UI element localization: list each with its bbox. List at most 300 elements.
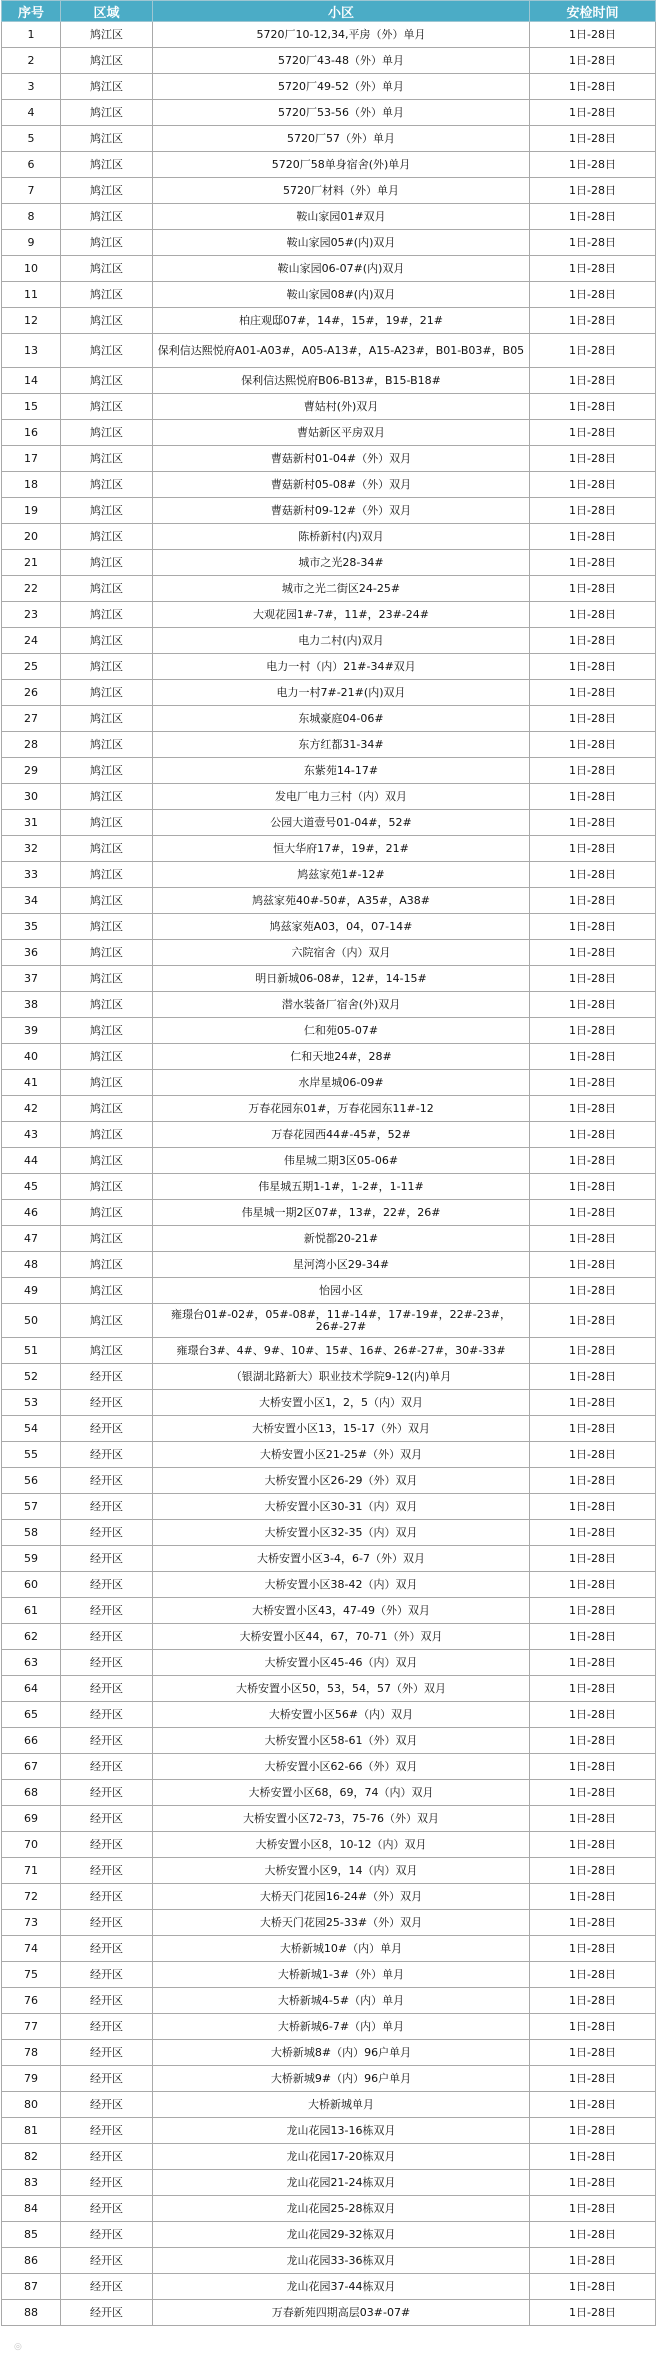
community-cell: 龙山花园21-24栋双月 xyxy=(153,2170,530,2196)
district-cell: 经开区 xyxy=(61,1546,153,1572)
row-index: 30 xyxy=(2,784,61,810)
row-index: 18 xyxy=(2,472,61,498)
row-index: 71 xyxy=(2,1858,61,1884)
inspection-time-cell: 1日-28日 xyxy=(530,1884,656,1910)
row-index: 38 xyxy=(2,992,61,1018)
inspection-time-cell: 1日-28日 xyxy=(530,1226,656,1252)
district-cell: 鸠江区 xyxy=(61,498,153,524)
row-index: 75 xyxy=(2,1962,61,1988)
table-row xyxy=(2,1728,656,1754)
row-index: 54 xyxy=(2,1416,61,1442)
inspection-time-cell: 1日-28日 xyxy=(530,2300,656,2326)
table-row xyxy=(2,48,656,74)
inspection-time-cell: 1日-28日 xyxy=(530,992,656,1018)
district-cell: 经开区 xyxy=(61,1702,153,1728)
row-index: 59 xyxy=(2,1546,61,1572)
row-index: 3 xyxy=(2,74,61,100)
inspection-time-cell: 1日-28日 xyxy=(530,204,656,230)
row-index: 4 xyxy=(2,100,61,126)
table-row xyxy=(2,178,656,204)
community-cell: 保利信达熙悦府A01-A03#，A05-A13#，A15-A23#，B01-B03#，B05 xyxy=(153,334,530,368)
inspection-time-cell: 1日-28日 xyxy=(530,282,656,308)
inspection-time-cell: 1日-28日 xyxy=(530,654,656,680)
community-cell: 鞍山家园05#(内)双月 xyxy=(153,230,530,256)
community-cell: 仁和天地24#，28# xyxy=(153,1044,530,1070)
table-row xyxy=(2,1148,656,1174)
row-index: 87 xyxy=(2,2274,61,2300)
row-index: 45 xyxy=(2,1174,61,1200)
community-cell: 大桥新城8#（内）96户单月 xyxy=(153,2040,530,2066)
table-row xyxy=(2,992,656,1018)
district-cell: 鸠江区 xyxy=(61,48,153,74)
district-cell: 经开区 xyxy=(61,2066,153,2092)
row-index: 1 xyxy=(2,22,61,48)
table-row xyxy=(2,420,656,446)
community-cell: 鸠兹家苑1#-12# xyxy=(153,862,530,888)
table-row xyxy=(2,1858,656,1884)
table-row xyxy=(2,2222,656,2248)
table-row xyxy=(2,1546,656,1572)
community-cell: 曹菇新村05-08#（外）双月 xyxy=(153,472,530,498)
inspection-time-cell: 1日-28日 xyxy=(530,1044,656,1070)
row-index: 77 xyxy=(2,2014,61,2040)
inspection-time-cell: 1日-28日 xyxy=(530,602,656,628)
row-index: 23 xyxy=(2,602,61,628)
district-cell: 鸠江区 xyxy=(61,178,153,204)
district-cell: 鸠江区 xyxy=(61,368,153,394)
inspection-time-cell: 1日-28日 xyxy=(530,1070,656,1096)
district-cell: 鸠江区 xyxy=(61,1252,153,1278)
table-row xyxy=(2,1806,656,1832)
community-cell: 龙山花园37-44栋双月 xyxy=(153,2274,530,2300)
inspection-time-cell: 1日-28日 xyxy=(530,472,656,498)
inspection-time-cell: 1日-28日 xyxy=(530,1304,656,1338)
community-cell: 恒大华府17#，19#，21# xyxy=(153,836,530,862)
community-cell: 潜水装备厂宿舍(外)双月 xyxy=(153,992,530,1018)
row-index: 5 xyxy=(2,126,61,152)
table-row xyxy=(2,1278,656,1304)
community-cell: 怡园小区 xyxy=(153,1278,530,1304)
district-cell: 经开区 xyxy=(61,1572,153,1598)
inspection-time-cell: 1日-28日 xyxy=(530,966,656,992)
community-cell: 城市之光二街区24-25# xyxy=(153,576,530,602)
community-cell: 大桥安置小区72-73，75-76（外）双月 xyxy=(153,1806,530,1832)
district-cell: 鸠江区 xyxy=(61,758,153,784)
community-cell: 仁和苑05-07# xyxy=(153,1018,530,1044)
table-row xyxy=(2,888,656,914)
inspection-time-cell: 1日-28日 xyxy=(530,498,656,524)
table-row xyxy=(2,282,656,308)
district-cell: 经开区 xyxy=(61,2014,153,2040)
district-cell: 鸠江区 xyxy=(61,524,153,550)
row-index: 37 xyxy=(2,966,61,992)
table-row xyxy=(2,550,656,576)
district-cell: 经开区 xyxy=(61,1364,153,1390)
inspection-time-cell: 1日-28日 xyxy=(530,1650,656,1676)
district-cell: 经开区 xyxy=(61,1442,153,1468)
district-cell: 鸠江区 xyxy=(61,576,153,602)
row-index: 21 xyxy=(2,550,61,576)
community-cell: 大桥新城6-7#（内）单月 xyxy=(153,2014,530,2040)
district-cell: 经开区 xyxy=(61,1832,153,1858)
table-row xyxy=(2,732,656,758)
community-cell: 大桥安置小区13，15-17（外）双月 xyxy=(153,1416,530,1442)
table-row xyxy=(2,1174,656,1200)
inspection-time-cell: 1日-28日 xyxy=(530,680,656,706)
inspection-schedule-table xyxy=(1,0,656,2326)
district-cell: 经开区 xyxy=(61,1806,153,1832)
row-index: 67 xyxy=(2,1754,61,1780)
table-row xyxy=(2,74,656,100)
community-cell: 大桥新城4-5#（内）单月 xyxy=(153,1988,530,2014)
row-index: 49 xyxy=(2,1278,61,1304)
row-index: 47 xyxy=(2,1226,61,1252)
row-index: 8 xyxy=(2,204,61,230)
inspection-time-cell: 1日-28日 xyxy=(530,2144,656,2170)
table-row xyxy=(2,784,656,810)
district-cell: 鸠江区 xyxy=(61,126,153,152)
inspection-time-cell: 1日-28日 xyxy=(530,1910,656,1936)
table-row xyxy=(2,1754,656,1780)
district-cell: 经开区 xyxy=(61,1884,153,1910)
row-index: 7 xyxy=(2,178,61,204)
row-index: 16 xyxy=(2,420,61,446)
table-row xyxy=(2,1884,656,1910)
district-cell: 鸠江区 xyxy=(61,152,153,178)
community-cell: 大桥天门花园16-24#（外）双月 xyxy=(153,1884,530,1910)
district-cell: 经开区 xyxy=(61,1676,153,1702)
table-row xyxy=(2,810,656,836)
inspection-time-cell: 1日-28日 xyxy=(530,1806,656,1832)
district-cell: 鸠江区 xyxy=(61,1070,153,1096)
table-row xyxy=(2,1304,656,1338)
table-row xyxy=(2,602,656,628)
table-row xyxy=(2,2118,656,2144)
row-index: 82 xyxy=(2,2144,61,2170)
community-cell: 伟星城二期3区05-06# xyxy=(153,1148,530,1174)
table-row xyxy=(2,498,656,524)
table-row xyxy=(2,940,656,966)
row-index: 57 xyxy=(2,1494,61,1520)
table-row xyxy=(2,758,656,784)
community-cell: 龙山花园25-28栋双月 xyxy=(153,2196,530,2222)
community-cell: 新悦都20-21# xyxy=(153,1226,530,1252)
community-cell: 大桥新城1-3#（外）单月 xyxy=(153,1962,530,1988)
community-cell: 大桥安置小区21-25#（外）双月 xyxy=(153,1442,530,1468)
inspection-time-cell: 1日-28日 xyxy=(530,1494,656,1520)
inspection-time-cell: 1日-28日 xyxy=(530,100,656,126)
row-index: 20 xyxy=(2,524,61,550)
table-row xyxy=(2,2248,656,2274)
community-cell: 龙山花园13-16栋双月 xyxy=(153,2118,530,2144)
row-index: 40 xyxy=(2,1044,61,1070)
inspection-time-cell: 1日-28日 xyxy=(530,2196,656,2222)
row-index: 15 xyxy=(2,394,61,420)
table-row xyxy=(2,256,656,282)
district-cell: 经开区 xyxy=(61,1858,153,1884)
district-cell: 鸠江区 xyxy=(61,446,153,472)
table-row xyxy=(2,1200,656,1226)
district-cell: 经开区 xyxy=(61,1780,153,1806)
district-cell: 鸠江区 xyxy=(61,602,153,628)
inspection-time-cell: 1日-28日 xyxy=(530,576,656,602)
table-row xyxy=(2,152,656,178)
community-cell: 柏庄观邸07#，14#，15#，19#，21# xyxy=(153,308,530,334)
community-cell: 大桥安置小区1，2，5（内）双月 xyxy=(153,1390,530,1416)
table-body xyxy=(2,22,656,2326)
district-cell: 经开区 xyxy=(61,1416,153,1442)
row-index: 86 xyxy=(2,2248,61,2274)
district-cell: 鸠江区 xyxy=(61,1200,153,1226)
row-index: 43 xyxy=(2,1122,61,1148)
inspection-time-cell: 1日-28日 xyxy=(530,1728,656,1754)
community-cell: 陈桥新村(内)双月 xyxy=(153,524,530,550)
table-row xyxy=(2,204,656,230)
row-index: 80 xyxy=(2,2092,61,2118)
district-cell: 鸠江区 xyxy=(61,550,153,576)
inspection-time-cell: 1日-28日 xyxy=(530,368,656,394)
community-cell: 曹姑新区平房双月 xyxy=(153,420,530,446)
inspection-time-cell: 1日-28日 xyxy=(530,810,656,836)
header-index: 序号 xyxy=(2,1,61,22)
table-row xyxy=(2,1122,656,1148)
inspection-time-cell: 1日-28日 xyxy=(530,836,656,862)
table-row xyxy=(2,1988,656,2014)
inspection-time-cell: 1日-28日 xyxy=(530,2248,656,2274)
table-row xyxy=(2,1910,656,1936)
table-row xyxy=(2,472,656,498)
inspection-time-cell: 1日-28日 xyxy=(530,1018,656,1044)
row-index: 12 xyxy=(2,308,61,334)
inspection-time-cell: 1日-28日 xyxy=(530,394,656,420)
district-cell: 经开区 xyxy=(61,1936,153,1962)
community-cell: 鞍山家园08#(内)双月 xyxy=(153,282,530,308)
table-row xyxy=(2,862,656,888)
inspection-time-cell: 1日-28日 xyxy=(530,152,656,178)
community-cell: 大桥新城10#（内）单月 xyxy=(153,1936,530,1962)
community-cell: 大桥安置小区32-35（内）双月 xyxy=(153,1520,530,1546)
community-cell: （银湖北路新大）职业技术学院9-12(内)单月 xyxy=(153,1364,530,1390)
row-index: 85 xyxy=(2,2222,61,2248)
community-cell: 鞍山家园06-07#(内)双月 xyxy=(153,256,530,282)
inspection-time-cell: 1日-28日 xyxy=(530,1174,656,1200)
row-index: 65 xyxy=(2,1702,61,1728)
inspection-time-cell: 1日-28日 xyxy=(530,524,656,550)
row-index: 79 xyxy=(2,2066,61,2092)
table-row xyxy=(2,1676,656,1702)
inspection-time-cell: 1日-28日 xyxy=(530,1546,656,1572)
district-cell: 经开区 xyxy=(61,1494,153,1520)
row-index: 64 xyxy=(2,1676,61,1702)
community-cell: 星河湾小区29-34# xyxy=(153,1252,530,1278)
district-cell: 鸠江区 xyxy=(61,1018,153,1044)
header-inspection-time: 安检时间 xyxy=(530,1,656,22)
district-cell: 鸠江区 xyxy=(61,888,153,914)
table-row xyxy=(2,2014,656,2040)
inspection-time-cell: 1日-28日 xyxy=(530,706,656,732)
inspection-time-cell: 1日-28日 xyxy=(530,1936,656,1962)
table-row xyxy=(2,1096,656,1122)
table-row xyxy=(2,1494,656,1520)
inspection-time-cell: 1日-28日 xyxy=(530,1702,656,1728)
inspection-time-cell: 1日-28日 xyxy=(530,1858,656,1884)
district-cell: 经开区 xyxy=(61,1962,153,1988)
table-row xyxy=(2,1598,656,1624)
community-cell: 5720厂53-56（外）单月 xyxy=(153,100,530,126)
district-cell: 鸠江区 xyxy=(61,282,153,308)
district-cell: 经开区 xyxy=(61,2040,153,2066)
community-cell: 5720厂材料（外）单月 xyxy=(153,178,530,204)
inspection-time-cell: 1日-28日 xyxy=(530,48,656,74)
table-row xyxy=(2,914,656,940)
district-cell: 鸠江区 xyxy=(61,394,153,420)
table-row xyxy=(2,2040,656,2066)
inspection-time-cell: 1日-28日 xyxy=(530,1676,656,1702)
table-row xyxy=(2,1364,656,1390)
district-cell: 鸠江区 xyxy=(61,862,153,888)
inspection-time-cell: 1日-28日 xyxy=(530,1416,656,1442)
district-cell: 鸠江区 xyxy=(61,334,153,368)
row-index: 60 xyxy=(2,1572,61,1598)
table-row xyxy=(2,1962,656,1988)
table-row xyxy=(2,126,656,152)
community-cell: 城市之光28-34# xyxy=(153,550,530,576)
inspection-time-cell: 1日-28日 xyxy=(530,550,656,576)
row-index: 55 xyxy=(2,1442,61,1468)
inspection-time-cell: 1日-28日 xyxy=(530,230,656,256)
inspection-time-cell: 1日-28日 xyxy=(530,1598,656,1624)
community-cell: 雍璟台3#、4#、9#、10#、15#、16#、26#-27#，30#-33# xyxy=(153,1338,530,1364)
inspection-time-cell: 1日-28日 xyxy=(530,1278,656,1304)
district-cell: 经开区 xyxy=(61,2092,153,2118)
community-cell: 保利信达熙悦府B06-B13#，B15-B18# xyxy=(153,368,530,394)
row-index: 81 xyxy=(2,2118,61,2144)
inspection-time-cell: 1日-28日 xyxy=(530,1364,656,1390)
row-index: 6 xyxy=(2,152,61,178)
community-cell: 鸠兹家苑40#-50#，A35#，A38# xyxy=(153,888,530,914)
inspection-time-cell: 1日-28日 xyxy=(530,784,656,810)
district-cell: 鸠江区 xyxy=(61,204,153,230)
community-cell: 水岸星城06-09# xyxy=(153,1070,530,1096)
table-header xyxy=(2,1,656,22)
community-cell: 大桥天门花园25-33#（外）双月 xyxy=(153,1910,530,1936)
row-index: 29 xyxy=(2,758,61,784)
row-index: 84 xyxy=(2,2196,61,2222)
inspection-time-cell: 1日-28日 xyxy=(530,940,656,966)
community-cell: 5720厂58单身宿舍(外)单月 xyxy=(153,152,530,178)
district-cell: 经开区 xyxy=(61,2300,153,2326)
inspection-time-cell: 1日-28日 xyxy=(530,1122,656,1148)
table-row xyxy=(2,100,656,126)
inspection-time-cell: 1日-28日 xyxy=(530,888,656,914)
community-cell: 大桥安置小区26-29（外）双月 xyxy=(153,1468,530,1494)
community-cell: 5720厂57（外）单月 xyxy=(153,126,530,152)
table-row xyxy=(2,2196,656,2222)
row-index: 72 xyxy=(2,1884,61,1910)
row-index: 69 xyxy=(2,1806,61,1832)
district-cell: 鸠江区 xyxy=(61,1278,153,1304)
district-cell: 鸠江区 xyxy=(61,914,153,940)
watermark-logo: ◎ xyxy=(14,2342,22,2352)
row-index: 51 xyxy=(2,1338,61,1364)
inspection-time-cell: 1日-28日 xyxy=(530,334,656,368)
inspection-time-cell: 1日-28日 xyxy=(530,1832,656,1858)
table-row xyxy=(2,628,656,654)
table-row xyxy=(2,1832,656,1858)
inspection-time-cell: 1日-28日 xyxy=(530,1468,656,1494)
inspection-time-cell: 1日-28日 xyxy=(530,1096,656,1122)
table-row xyxy=(2,1390,656,1416)
row-index: 53 xyxy=(2,1390,61,1416)
row-index: 26 xyxy=(2,680,61,706)
table-row xyxy=(2,446,656,472)
table-row xyxy=(2,1044,656,1070)
inspection-time-cell: 1日-28日 xyxy=(530,1520,656,1546)
table-row xyxy=(2,2300,656,2326)
table-row xyxy=(2,1624,656,1650)
community-cell: 大桥安置小区30-31（内）双月 xyxy=(153,1494,530,1520)
table-row xyxy=(2,706,656,732)
row-index: 68 xyxy=(2,1780,61,1806)
community-cell: 伟星城一期2区07#，13#，22#，26# xyxy=(153,1200,530,1226)
district-cell: 经开区 xyxy=(61,1390,153,1416)
row-index: 41 xyxy=(2,1070,61,1096)
district-cell: 鸠江区 xyxy=(61,256,153,282)
row-index: 33 xyxy=(2,862,61,888)
row-index: 83 xyxy=(2,2170,61,2196)
community-cell: 曹菇新村09-12#（外）双月 xyxy=(153,498,530,524)
community-cell: 电力一村7#-21#(内)双月 xyxy=(153,680,530,706)
district-cell: 鸠江区 xyxy=(61,74,153,100)
district-cell: 鸠江区 xyxy=(61,1304,153,1338)
table-row xyxy=(2,1468,656,1494)
district-cell: 经开区 xyxy=(61,1468,153,1494)
table-row xyxy=(2,22,656,48)
inspection-time-cell: 1日-28日 xyxy=(530,2066,656,2092)
district-cell: 鸠江区 xyxy=(61,680,153,706)
community-cell: 电力一村（内）21#-34#双月 xyxy=(153,654,530,680)
community-cell: 大桥新城单月 xyxy=(153,2092,530,2118)
row-index: 36 xyxy=(2,940,61,966)
row-index: 19 xyxy=(2,498,61,524)
inspection-time-cell: 1日-28日 xyxy=(530,1252,656,1278)
row-index: 58 xyxy=(2,1520,61,1546)
inspection-time-cell: 1日-28日 xyxy=(530,1988,656,2014)
row-index: 52 xyxy=(2,1364,61,1390)
row-index: 31 xyxy=(2,810,61,836)
community-cell: 5720厂10-12,34,平房（外）单月 xyxy=(153,22,530,48)
community-cell: 大桥安置小区38-42（内）双月 xyxy=(153,1572,530,1598)
table-row xyxy=(2,836,656,862)
community-cell: 曹姑村(外)双月 xyxy=(153,394,530,420)
table-row xyxy=(2,2144,656,2170)
table-row xyxy=(2,1442,656,1468)
inspection-time-cell: 1日-28日 xyxy=(530,1572,656,1598)
inspection-time-cell: 1日-28日 xyxy=(530,22,656,48)
district-cell: 经开区 xyxy=(61,1598,153,1624)
inspection-time-cell: 1日-28日 xyxy=(530,2222,656,2248)
community-cell: 龙山花园33-36栋双月 xyxy=(153,2248,530,2274)
district-cell: 鸠江区 xyxy=(61,1338,153,1364)
table-row xyxy=(2,308,656,334)
row-index: 22 xyxy=(2,576,61,602)
community-cell: 大桥安置小区45-46（内）双月 xyxy=(153,1650,530,1676)
district-cell: 鸠江区 xyxy=(61,1096,153,1122)
district-cell: 鸠江区 xyxy=(61,654,153,680)
row-index: 17 xyxy=(2,446,61,472)
community-cell: 大桥安置小区62-66（外）双月 xyxy=(153,1754,530,1780)
community-cell: 发电厂电力三村（内）双月 xyxy=(153,784,530,810)
